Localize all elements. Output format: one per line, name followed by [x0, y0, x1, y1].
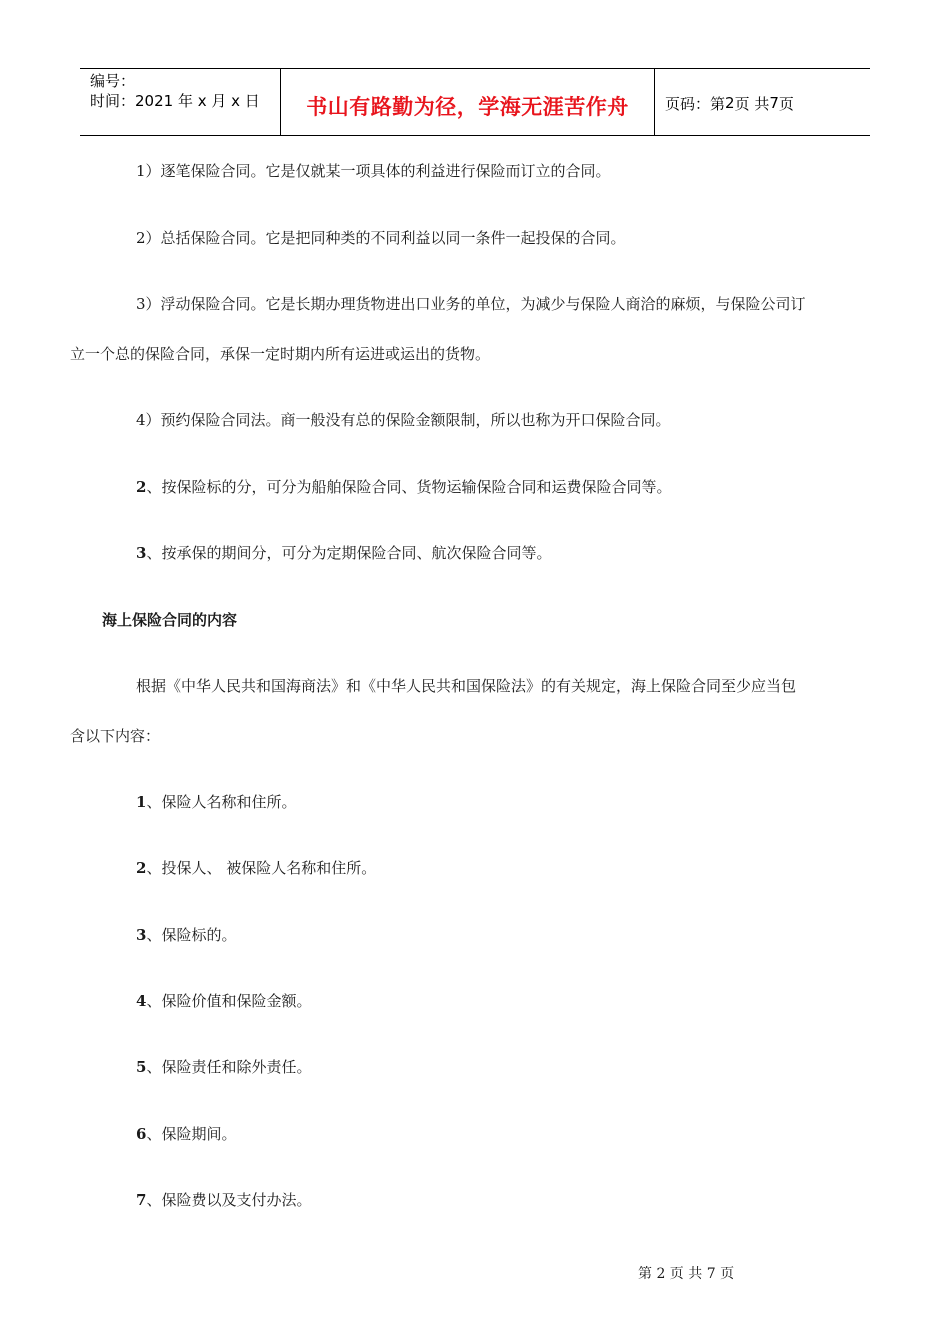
- item-text: 、按承保的期间分，可分为定期保险合同、航次保险合同等。: [146, 544, 552, 562]
- classification-item-3: [136, 543, 551, 563]
- header-page-info: [655, 69, 870, 135]
- item-number: 7: [136, 1191, 147, 1209]
- header-motto: 书山有路勤为径，学海无涯苦作舟: [281, 69, 655, 135]
- page-header: [80, 68, 870, 136]
- item-text: 、保险责任和除外责任。: [146, 1058, 312, 1076]
- item-text: 、保险期间。: [146, 1125, 237, 1143]
- item-number: 5: [136, 1058, 147, 1076]
- content-item-2: [136, 858, 376, 878]
- content-item-4: [136, 991, 311, 1011]
- item-number: 3: [136, 926, 147, 944]
- item-number: 3: [136, 544, 147, 562]
- paragraph-1: 1）逐笔保险合同。它是仅就某一项具体的利益进行保险而订立的合同。: [136, 162, 611, 180]
- classification-item-2: [136, 477, 671, 497]
- content-item-7: [136, 1190, 311, 1210]
- page-current: 2: [725, 94, 735, 112]
- document-date-label: 时间：2021 年 x 月 x 日: [90, 92, 260, 110]
- item-text: 、保险价值和保险金额。: [146, 992, 312, 1010]
- page-suffix: 页: [778, 94, 794, 113]
- paragraph-2: 2）总括保险合同。它是把同种类的不同利益以同一条件一起投保的合同。: [136, 229, 626, 247]
- page-footer: 第 2 页 共 7 页: [638, 1266, 735, 1282]
- item-number: 2: [136, 859, 147, 877]
- content-item-6: [136, 1124, 236, 1144]
- item-text: 、按保险标的分，可分为船舶保险合同、货物运输保险合同和运费保险合同等。: [146, 478, 672, 496]
- intro-line-2: 含以下内容：: [70, 727, 161, 745]
- item-number: 2: [136, 478, 147, 496]
- paragraph-3-line-2: 立一个总的保险合同，承保一定时期内所有运进或运出的货物。: [70, 345, 491, 363]
- item-text: 、保险费以及支付办法。: [146, 1191, 312, 1209]
- item-text: 、保险人名称和住所。: [146, 793, 297, 811]
- content-item-5: [136, 1057, 311, 1077]
- intro-line-1: 根据《中华人民共和国海商法》和《中华人民共和国保险法》的有关规定，海上保险合同至少应当包: [136, 677, 797, 695]
- document-number-label: 编号：: [90, 72, 136, 90]
- item-number: 4: [136, 992, 147, 1010]
- page-mid-label: 页 共: [734, 94, 770, 113]
- header-meta: [80, 69, 281, 135]
- item-text: 、投保人、 被保险人名称和住所。: [146, 859, 377, 877]
- page-label: 页码：第: [665, 94, 726, 113]
- paragraph-3-line-1: 3）浮动保险合同。它是长期办理货物进出口业务的单位，为减少与保险人商洽的麻烦，与保险公司订: [136, 295, 806, 313]
- content-item-3: [136, 925, 236, 945]
- paragraph-4: 4）预约保险合同法。商一般没有总的保险金额限制，所以也称为开口保险合同。: [136, 411, 671, 429]
- item-number: 6: [136, 1125, 147, 1143]
- page-total: 7: [769, 94, 779, 112]
- item-text: 、保险标的。: [146, 926, 237, 944]
- item-number: 1: [136, 793, 147, 811]
- content-item-1: [136, 792, 296, 812]
- section-heading: 海上保险合同的内容: [102, 611, 238, 629]
